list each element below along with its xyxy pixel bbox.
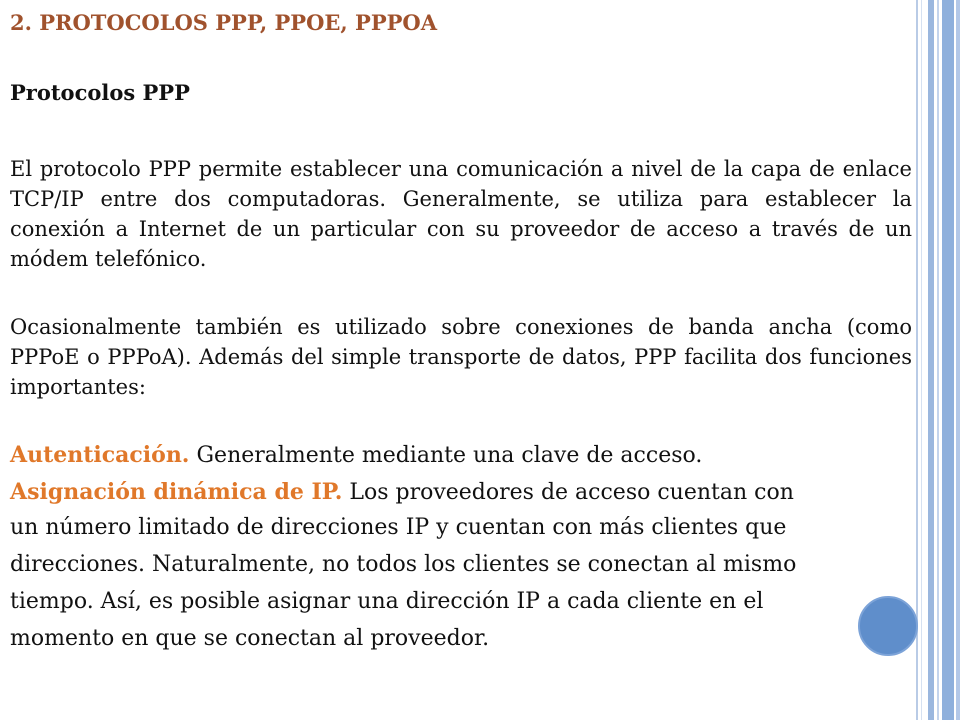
border-line <box>942 0 954 720</box>
paragraph-intro: El protocolo PPP permite establecer una comunicación a nivel de la capa de enlace TCP/IP entre dos computadoras. Generalmente, se utiliza para establecer la conexión a Internet de un particular con su proveedor de acceso a través de un módem telefónico. <box>10 157 912 271</box>
function-description: Los proveedores de acceso cuentan con <box>342 480 794 505</box>
border-line <box>928 0 934 720</box>
function-ip-assignment <box>10 479 794 505</box>
slide-title: 2. PROTOCOLOS PPP, PPOE, PPPOA <box>10 10 437 35</box>
border-line <box>916 0 918 720</box>
paragraph-broadband: Ocasionalmente también es utilizado sobre conexiones de banda ancha (como PPPoE o PPPoA). Además del simple transporte de datos, PPP facilita dos funciones importantes: <box>10 315 912 399</box>
function-description: Generalmente mediante una clave de acceso. <box>189 443 703 468</box>
continuation-line: direcciones. Naturalmente, no todos los clientes se conectan al mismo <box>10 552 797 577</box>
function-term: Autenticación. <box>10 442 190 468</box>
border-line <box>921 0 922 720</box>
decorative-circle <box>858 596 918 656</box>
section-heading: Protocolos PPP <box>10 80 190 105</box>
continuation-line: un número limitado de direcciones IP y cuentan con más clientes que <box>10 515 787 540</box>
border-line <box>956 0 960 720</box>
continuation-line: tiempo. Así, es posible asignar una dirección IP a cada cliente en el <box>10 589 764 614</box>
border-line <box>937 0 939 720</box>
function-term: Asignación dinámica de IP. <box>10 479 343 505</box>
function-authentication <box>10 442 702 468</box>
continuation-line: momento en que se conectan al proveedor. <box>10 626 490 651</box>
